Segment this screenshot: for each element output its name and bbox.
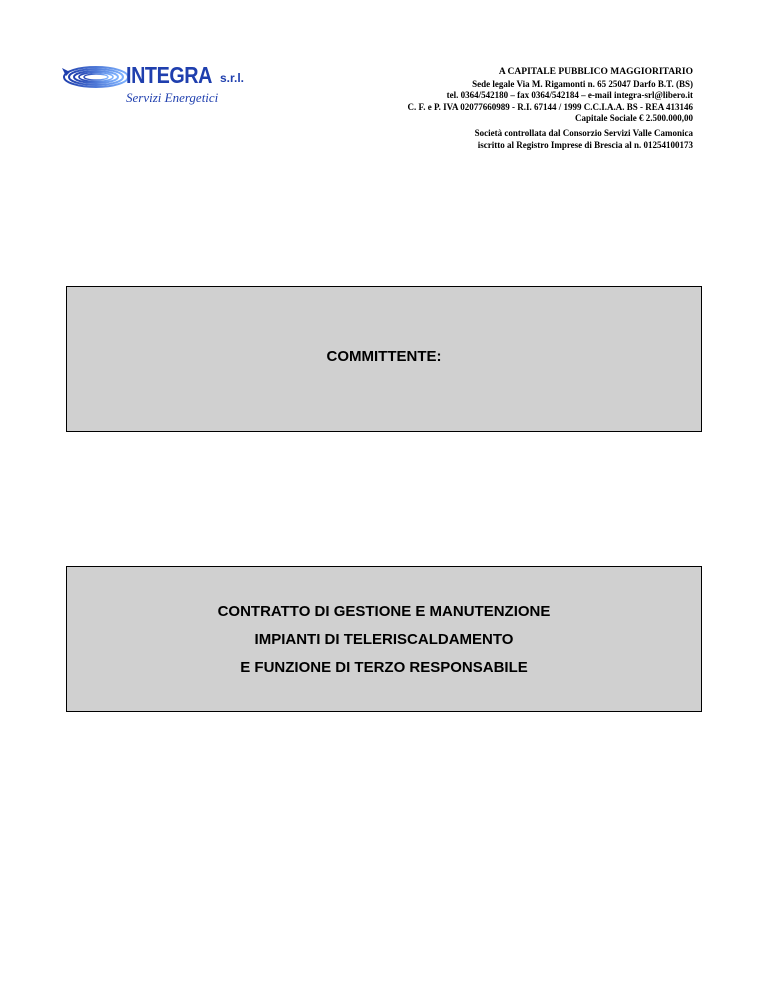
logo-suffix: s.r.l. xyxy=(220,71,245,85)
header-line-fiscal: C. F. e P. IVA 02077660989 - R.I. 67144 / 1999 C.C.I.A.A. BS - REA 413146 xyxy=(407,101,693,112)
contract-title-line-3: E FUNZIONE DI TERZO RESPONSABILE xyxy=(240,659,528,676)
header-line-share-capital: Capitale Sociale € 2.500.000,00 xyxy=(575,113,693,123)
company-logo xyxy=(60,62,260,112)
subsidiary-info xyxy=(475,128,693,151)
committente-label: COMMITTENTE: xyxy=(326,348,442,365)
contract-title-line-1: CONTRATTO DI GESTIONE E MANUTENZIONE xyxy=(217,603,551,620)
header-line-contacts: tel. 0364/542180 – fax 0364/542184 – e-mail integra-srl@libero.it xyxy=(446,90,693,100)
contract-title-line-2: IMPIANTI DI TELERISCALDAMENTO xyxy=(254,631,514,648)
globe-logo-icon xyxy=(60,62,130,94)
contract-title-box xyxy=(66,566,702,712)
header-line-address: Sede legale Via M. Rigamonti n. 65 25047 Darfo B.T. (BS) xyxy=(472,78,693,89)
logo-subtitle: Servizi Energetici xyxy=(126,90,219,105)
subsidiary-line-2: iscritto al Registro Imprese di Brescia al n. 01254100173 xyxy=(477,139,693,150)
company-header-info xyxy=(408,67,693,125)
committente-box xyxy=(66,286,702,432)
subsidiary-line-1: Società controllata dal Consorzio Servizi Valle Camonica xyxy=(474,128,693,138)
header-line-capital: A CAPITALE PUBBLICO MAGGIORITARIO xyxy=(498,67,693,77)
contract-title xyxy=(67,598,701,682)
logo-name: INTEGRA xyxy=(126,62,212,88)
